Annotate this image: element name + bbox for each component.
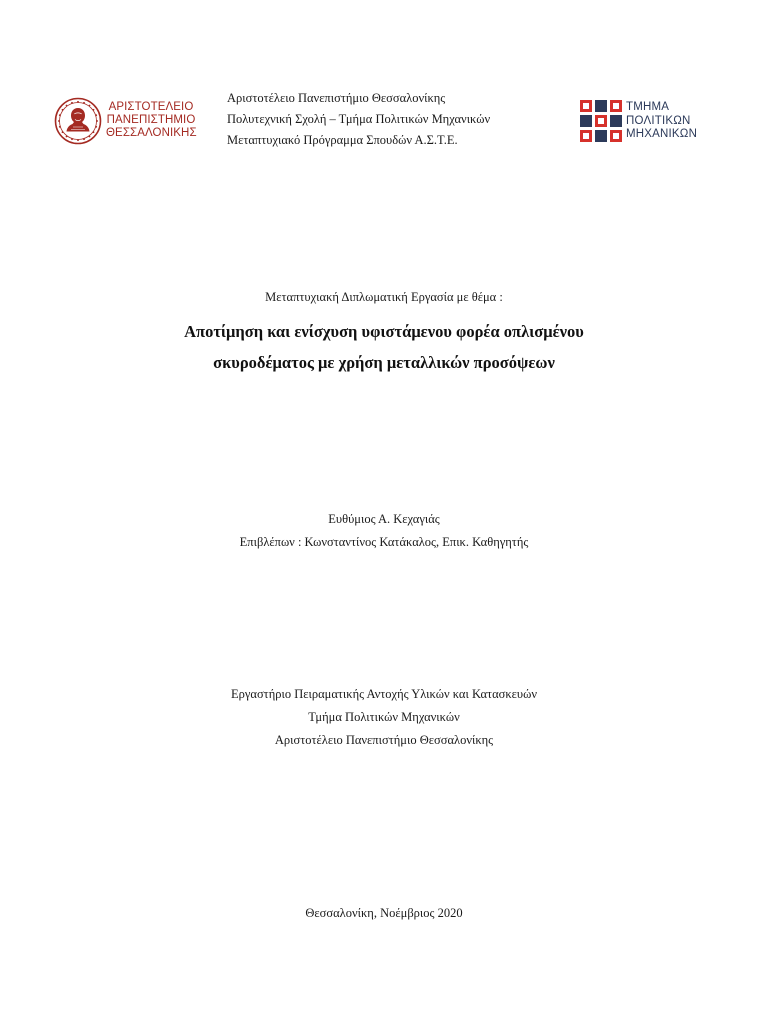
university-wordmark-line: ΘΕΣΣΑΛΟΝΙΚΗΣ [106,127,197,139]
department-logo [579,99,709,145]
institution-university: Αριστοτέλειο Πανεπιστήμιο Θεσσαλονίκης [274,733,494,747]
department-wordmark [626,101,697,142]
aristotle-seal-icon [54,97,102,145]
department-wordmark-line: ΠΟΛΙΤΙΚΩΝ [626,114,691,127]
university-wordmark-line: ΠΑΝΕΠΙΣΤΗΜΙΟ [106,114,196,126]
header-program: Μεταπτυχιακό Πρόγραμμα Σπουδών Α.Σ.Τ.Ε. [227,133,458,147]
institution-lab: Εργαστήριο Πειραματικής Αντοχής Υλικών και Κατασκευών [231,687,537,701]
institution-block [0,683,768,752]
department-wordmark-line: ΤΜΗΜΑ [626,101,670,113]
header-school: Πολυτεχνική Σχολή – Τμήμα Πολιτικών Μηχανικών [227,112,491,126]
author-block [0,508,768,554]
department-wordmark-line: ΜΗΧΑΝΙΚΩΝ [626,128,698,140]
thesis-intro: Μεταπτυχιακή Διπλωματική Εργασία με θέμα : [265,290,503,304]
supervisor: Επιβλέπων : Κωνσταντίνος Κατάκαλος, Επικ. Καθηγητής [239,535,529,549]
university-wordmark-line: ΑΡΙΣΤΟΤΕΛΕΙΟ [108,101,194,113]
header-text [227,88,490,151]
place-date: Θεσσαλονίκη, Νοέμβριος 2020 [305,906,463,920]
university-wordmark [106,101,196,140]
header-university: Αριστοτέλειο Πανεπιστήμιο Θεσσαλονίκης [227,91,446,105]
thesis-title-line: Αποτίμηση και ενίσχυση υφιστάμενου φορέα οπλισμένου [184,322,584,341]
department-emblem-icon [579,99,623,143]
author-name: Ευθύμιος Α. Κεχαγιάς [328,512,440,526]
university-logo [54,97,197,145]
institution-department: Τμήμα Πολιτικών Μηχανικών [308,710,460,724]
thesis-title [0,316,768,378]
thesis-title-line: σκυροδέματος με χρήση μεταλλικών προσόψεων [213,353,555,372]
